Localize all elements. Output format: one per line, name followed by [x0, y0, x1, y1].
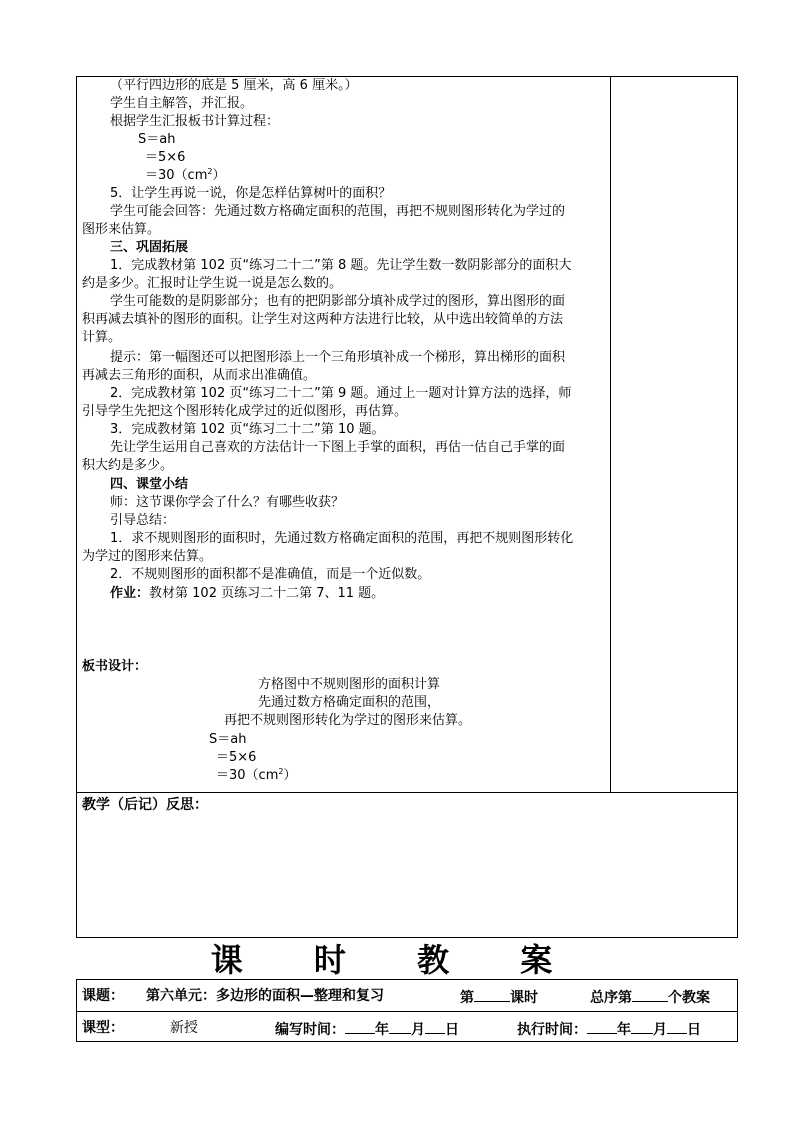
exercise-3-line-1: 3．完成教材第 102 页“练习二十二”第 10 题。 — [110, 422, 385, 437]
homework: 作业：教材第 102 页练习二十二第 7、11 题。 — [110, 586, 385, 601]
exercise-1-line-5: 计算。 — [82, 330, 122, 345]
formula-line-2: ＝5×6 — [145, 150, 186, 165]
page-title: 课 时 教 案 — [210, 941, 583, 979]
exercise-1-line-4: 积再减去填补的图形的面积。让学生对这两种方法进行比较，从中选出较简单的方法 — [82, 312, 564, 327]
type-value: 新授 — [170, 1020, 198, 1036]
sequence-blank[interactable] — [632, 987, 668, 1002]
exec-day-blank[interactable] — [667, 1019, 687, 1034]
period-blank[interactable] — [474, 987, 510, 1002]
section-3-heading: 三、巩固拓展 — [110, 240, 189, 255]
guide-summary: 引导总结： — [110, 513, 176, 528]
table-column-divider — [610, 76, 611, 793]
parallelogram-note: （平行四边形的底是 5 厘米，高 6 厘米。） — [110, 78, 358, 93]
board-formula-line-3: $=30(cm^2)$ — [216, 767, 297, 783]
write-time-field: 编写时间： 年 月 日 — [275, 1019, 459, 1039]
report-text: 根据学生汇报板书计算过程： — [110, 114, 280, 129]
exercise-3-line-2: 先让学生运用自己喜欢的方法估计一下图上手掌的面积，再估一估自己手掌的面 — [110, 440, 566, 455]
topic-label: 课题： — [82, 988, 124, 1004]
exercise-2-line-1: 2．完成教材第 102 页“练习二十二”第 9 题。通过上一题对计算方法的选择，师 — [110, 386, 572, 401]
write-year-blank[interactable] — [345, 1019, 375, 1034]
summary-1-line-2: 为学过的图形来估算。 — [82, 549, 213, 564]
board-design-label: 板书设计： — [82, 659, 148, 674]
teacher-question: 师：这节课你学会了什么？有哪些收获？ — [110, 495, 345, 510]
board-formula-line-1: S＝ah — [209, 732, 247, 747]
board-line-1: 先通过数方格确定面积的范围， — [258, 695, 441, 710]
exercise-2-line-2: 引导学生先把这个图形转化成学过的近似图形，再估算。 — [82, 404, 408, 419]
section-4-heading: 四、课堂小结 — [110, 477, 189, 492]
period-field: 第 课时 — [460, 987, 538, 1007]
sequence-field: 总序第 个教案 — [590, 987, 710, 1007]
exercise-1-line-1: 1．完成教材第 102 页“练习二十二”第 8 题。先让学生数一数阴影部分的面积大 — [110, 258, 572, 273]
formula-line-1: S＝ah — [138, 132, 176, 147]
exercise-1-line-3: 学生可能数的是阴影部分；也有的把阴影部分填补成学过的图形，算出图形的面 — [110, 294, 566, 309]
tip-line-2: 再减去三角形的面积，从而求出准确值。 — [82, 368, 317, 383]
summary-1-line-1: 1．求不规则图形的面积时，先通过数方格确定面积的范围，再把不规则图形转化 — [110, 531, 574, 546]
topic-value: 第六单元：多边形的面积—整理和复习 — [146, 988, 384, 1004]
board-title: 方格图中不规则图形的面积计算 — [258, 677, 441, 692]
header-row-divider — [76, 1011, 738, 1012]
exercise-1-line-2: 约是多少。汇报时让学生说一说是怎么数的。 — [82, 276, 343, 291]
answer-5-line-1: 学生可能会回答：先通过数方格确定面积的范围，再把不规则图形转化为学过的 — [110, 204, 566, 219]
exec-time-field: 执行时间： 年 月 日 — [517, 1019, 701, 1039]
summary-2: 2．不规则图形的面积都不是准确值，而是一个近似数。 — [110, 567, 431, 582]
exercise-3-line-3: 积大约是多少。 — [82, 458, 174, 473]
exec-year-blank[interactable] — [587, 1019, 617, 1034]
student-solve-text: 学生自主解答，并汇报。 — [110, 96, 254, 111]
answer-5-line-2: 图形来估算。 — [82, 222, 161, 237]
formula-line-3: $=30(cm^2)$ — [145, 167, 226, 183]
board-formula-line-2: ＝5×6 — [216, 750, 257, 765]
question-5: 5．让学生再说一说，你是怎样估算树叶的面积？ — [110, 186, 392, 201]
write-day-blank[interactable] — [425, 1019, 445, 1034]
type-label: 课型： — [82, 1020, 124, 1036]
board-line-2: 再把不规则图形转化为学过的图形来估算。 — [224, 713, 472, 728]
write-month-blank[interactable] — [389, 1019, 411, 1034]
tip-line-1: 提示：第一幅图还可以把图形添上一个三角形填补成一个梯形，算出梯形的面积 — [110, 350, 566, 365]
reflection-label: 教学（后记）反思： — [82, 797, 208, 813]
exec-month-blank[interactable] — [631, 1019, 653, 1034]
